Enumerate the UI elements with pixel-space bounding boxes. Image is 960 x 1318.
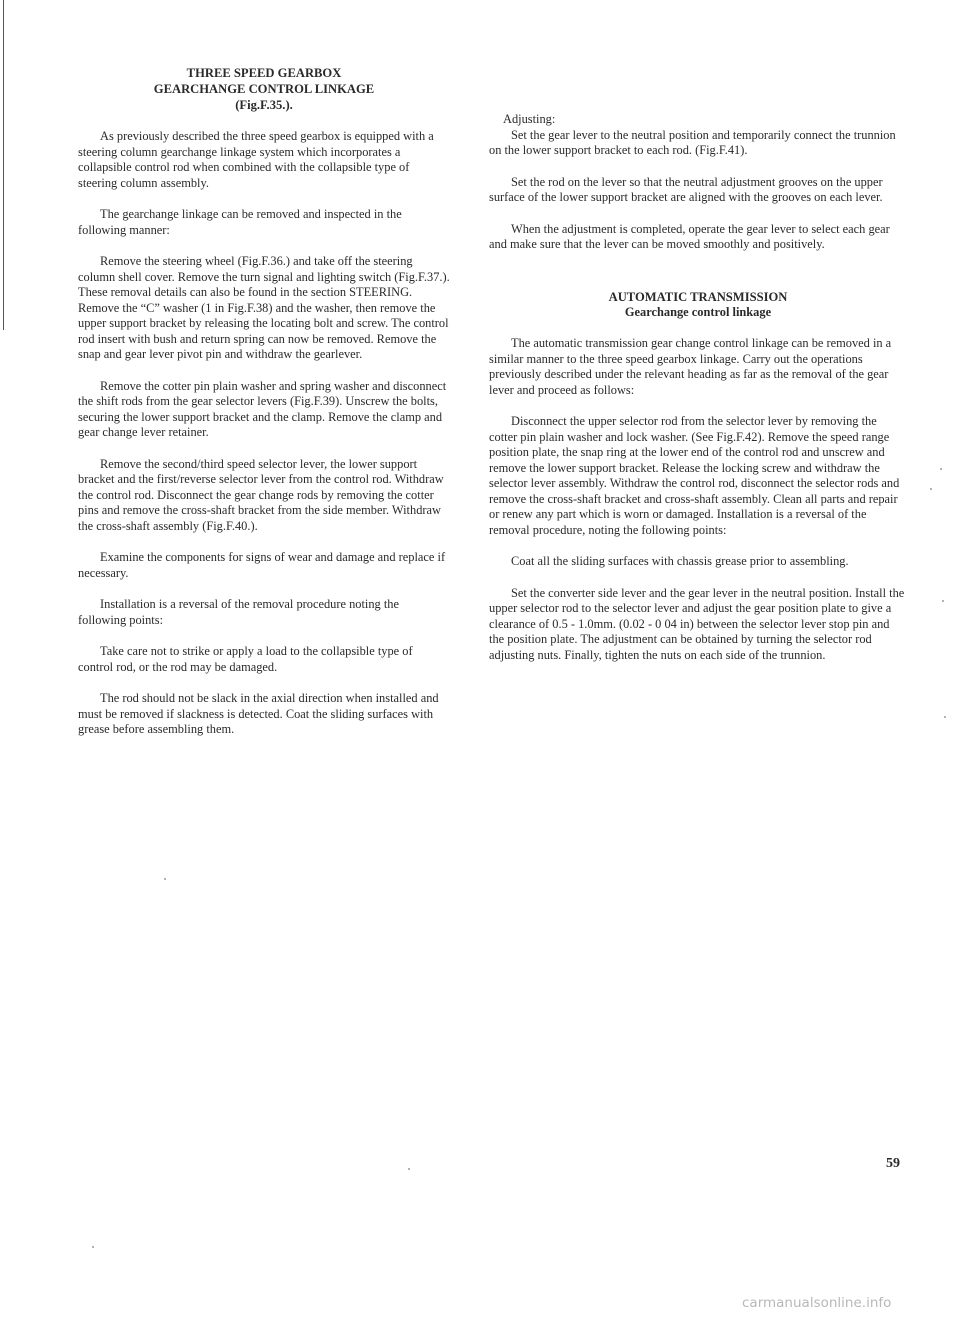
scan-speck: [942, 600, 944, 602]
left-heading-line: THREE SPEED GEARBOX: [186, 66, 342, 80]
section-subtitle: Gearchange control linkage: [624, 304, 772, 319]
left-paragraph: Examine the components for signs of wear and damage and replace if necessary.: [78, 550, 446, 580]
left-paragraph: Installation is a reversal of the removal procedure noting the following points:: [78, 597, 399, 627]
left-column: [78, 65, 450, 754]
right-paragraph: Coat all the sliding surfaces with chassis grease prior to assembling.: [511, 554, 849, 568]
right-paragraph: Disconnect the upper selector rod from the selector lever by removing the cotter pin plain washer and lock washer. (See Fig.F.42). Remove the speed range position plate, the snap ring at the lower end of the control rod and unscrew and remove the lower support bracket. Release the locking screw and withdraw the selector lever assembly. Withdraw the control rod, disconnect the selector rods and remove the cross-shaft bracket and cross-shaft assembly. Clean all parts and repair or renew any part which is worn or damaged. Installation is a reversal of the removal procedure, noting the following points:: [489, 414, 900, 537]
page-number: 59: [886, 1156, 900, 1171]
right-column: [489, 112, 907, 679]
left-heading: [78, 65, 450, 113]
left-heading-line: (Fig.F.35.).: [235, 98, 293, 112]
left-paragraph: As previously described the three speed gearbox is equipped with a steering column gearchange linkage system which incorporates a collapsible control rod when combined with the collapsible type of steering column assembly.: [78, 129, 434, 190]
scan-speck: [940, 468, 942, 470]
left-paragraph: The gearchange linkage can be removed and inspected in the following manner:: [78, 207, 402, 237]
watermark: carmanualsonline.info: [742, 1295, 892, 1311]
scan-speck: [164, 878, 166, 880]
scan-speck: [944, 716, 946, 718]
scan-speck: [408, 1168, 410, 1170]
right-paragraph: Set the converter side lever and the gear lever in the neutral position. Install the upper selector rod to the selector lever and adjust the gear position plate to give a clearance of 0.5 - 1.0mm. (0.02 - 0 04 in) between the selector lever stop pin and the position plate. The adjustment can be obtained by turning the selector rod adjusting nuts. Finally, tighten the nuts on each side of the trunnion.: [489, 585, 905, 662]
left-heading-line: GEARCHANGE CONTROL LINKAGE: [153, 82, 375, 96]
left-paragraph: Remove the steering wheel (Fig.F.36.) and take off the steering column shell cover. Remove the turn signal and lighting switch (Fig.F.37.). These removal details can also be found in the section STEERING. Remove the “C” washer (1 in Fig.F.38) and the washer, then remove the upper support bracket by releasing the locating bolt and screw. The control rod insert with bush and return spring can now be removed. Remove the snap and gear lever pivot pin and withdraw the gearlever.: [78, 254, 450, 361]
binding-margin-line: [3, 0, 4, 330]
right-paragraph: When the adjustment is completed, operate the gear lever to select each gear and make sure that the lever can be moved smoothly and positively.: [489, 221, 890, 251]
scan-speck: [930, 488, 932, 490]
scan-speck: [92, 1246, 94, 1248]
right-paragraph: The automatic transmission gear change control linkage can be removed in a similar manner to the three speed gearbox linkage. Carry out the operations previously described under the relevant heading as far as the removal of the gear lever and proceed as follows:: [489, 336, 892, 397]
adjusting-label: Adjusting:: [503, 112, 556, 126]
left-paragraph: Remove the cotter pin plain washer and spring washer and disconnect the shift rods from the gear selector levers (Fig.F.39). Unscrew the bolts, securing the lower support bracket and the clamp. Remove the clamp and gear change lever retainer.: [78, 378, 447, 439]
left-paragraph: The rod should not be slack in the axial direction when installed and must be removed if slackness is detected. Coat the sliding surfaces with grease before assembling them.: [78, 691, 439, 736]
left-paragraph: Take care not to strike or apply a load to the collapsible type of control rod, or the rod may be damaged.: [78, 644, 413, 674]
section-title: AUTOMATIC TRANSMISSION: [608, 289, 788, 304]
right-paragraph: Set the gear lever to the neutral position and temporarily connect the trunnion on the lower support bracket to each rod. (Fig.F.41).: [489, 127, 896, 157]
left-paragraph: Remove the second/third speed selector lever, the lower support bracket and the first/reverse selector lever from the control rod. Withdraw the control rod. Disconnect the gear change rods by removing the cotter pins and remove the cross-shaft bracket from the side member. Withdraw the cross-shaft assembly (Fig.F.40.).: [78, 456, 444, 533]
right-paragraph: Set the rod on the lever so that the neutral adjustment grooves on the upper surface of the lower support bracket are aligned with the grooves on each lever.: [489, 174, 883, 204]
